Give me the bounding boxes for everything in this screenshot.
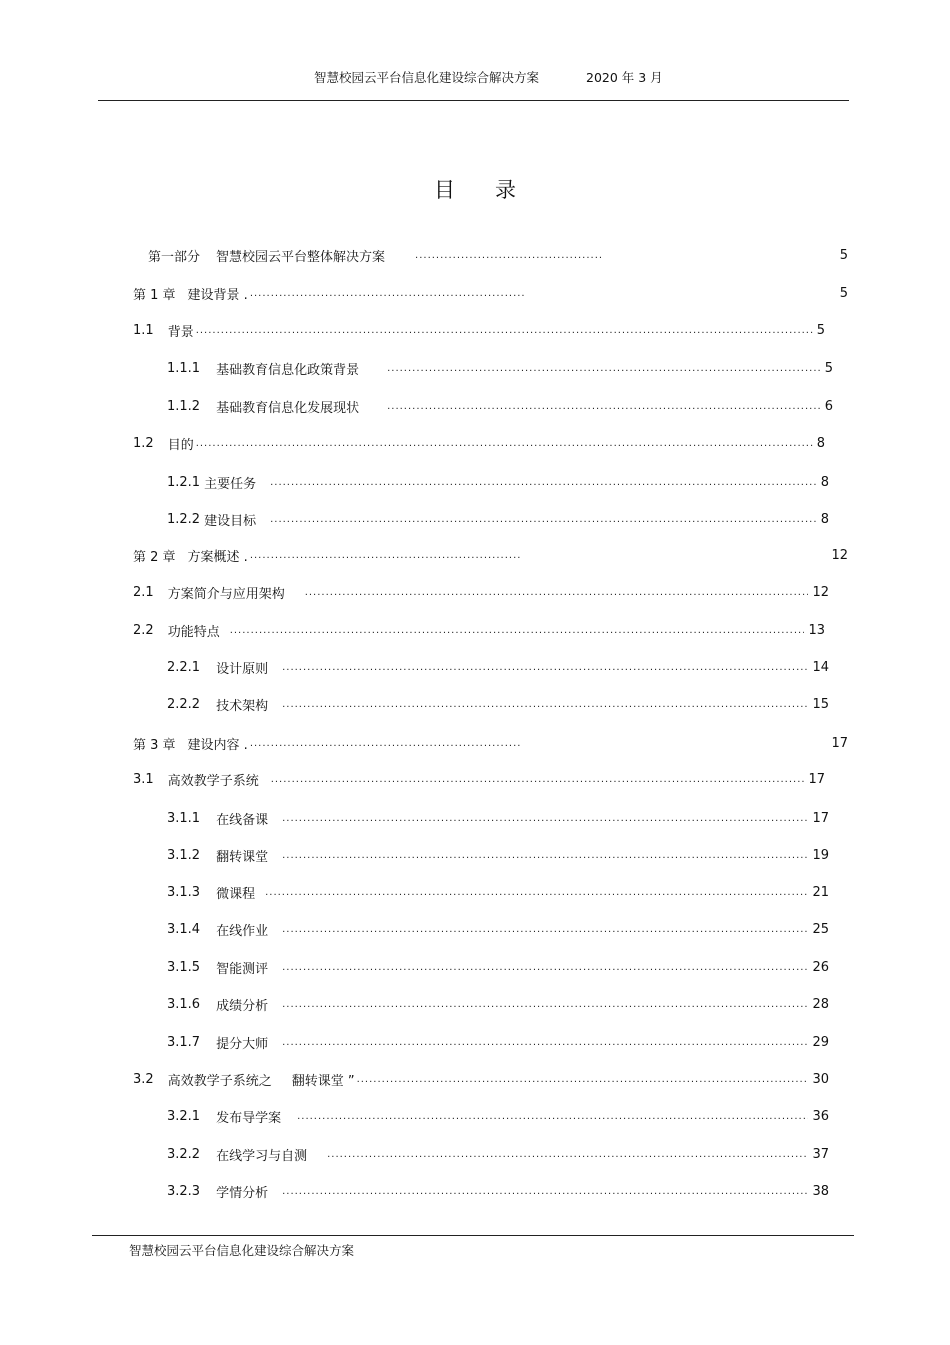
toc-entry-page: 8 <box>816 435 825 451</box>
toc-entry-title: 目的 <box>167 437 194 453</box>
leader-dots <box>415 250 601 261</box>
toc-entry[interactable] <box>133 283 848 303</box>
toc-entry-number: 2.2.1 <box>167 659 201 675</box>
leader-dots <box>282 813 808 824</box>
leader-dots <box>327 1149 808 1160</box>
header-title: 智慧校园云平台信息化建设综合解决方案 <box>314 70 540 85</box>
toc-entry-page: 6 <box>824 398 833 414</box>
leader-dots <box>305 587 809 598</box>
leader-dots <box>282 924 808 935</box>
toc-title: 目录 <box>434 178 556 202</box>
toc-entry-number: 3.1.2 <box>167 847 201 863</box>
toc-entry-page: 5 <box>824 360 833 376</box>
leader-dots <box>282 850 808 861</box>
toc-entry-page: 17 <box>812 810 829 826</box>
leader-dots <box>196 438 813 449</box>
toc-entry[interactable] <box>167 1106 829 1126</box>
toc-entry-title: 主要任务 <box>204 476 257 492</box>
toc-entry-page: 12 <box>812 584 829 600</box>
toc-entry-title-quote: 翻转课堂 ” <box>291 1073 355 1089</box>
toc-entry-title: 在线备课 <box>216 812 269 828</box>
toc-entry[interactable] <box>167 882 829 902</box>
leader-dots <box>387 363 821 374</box>
toc-entry-page: 15 <box>812 696 829 712</box>
leader-dots <box>357 1074 809 1085</box>
toc-entry-title: 微课程 <box>216 886 256 902</box>
toc-entry-number: 3.1.6 <box>167 996 201 1012</box>
toc-entry-title: 建设背景 . <box>187 287 248 303</box>
toc-entry[interactable] <box>167 472 829 492</box>
page-footer <box>92 1235 854 1258</box>
toc-entry-page: 5 <box>839 247 848 263</box>
toc-entry[interactable] <box>167 657 829 677</box>
toc-entry[interactable] <box>133 433 825 453</box>
toc-entry[interactable] <box>167 358 833 378</box>
toc-entry-page: 29 <box>812 1034 829 1050</box>
toc-entry-title: 在线学习与自测 <box>216 1148 308 1164</box>
toc-entry[interactable] <box>133 769 825 789</box>
toc-entry-page: 28 <box>812 996 829 1012</box>
toc-entry-title: 发布导学案 <box>216 1110 282 1126</box>
toc-entry-page: 14 <box>812 659 829 675</box>
leader-dots <box>250 288 526 299</box>
toc-entry[interactable] <box>167 845 829 865</box>
leader-dots <box>282 662 808 673</box>
leader-dots <box>271 774 805 785</box>
leader-dots <box>297 1111 808 1122</box>
toc-entry-title: 设计原则 <box>216 661 269 677</box>
toc-entry-title: 成绩分析 <box>216 998 269 1014</box>
toc-entry-title: 方案简介与应用架构 <box>167 586 285 602</box>
toc-entry-title: 智慧校园云平台整体解决方案 <box>216 249 386 265</box>
toc-entry-number: 3.1.3 <box>167 884 201 900</box>
toc-entry-page: 17 <box>808 771 825 787</box>
toc-entry-number: 第 2 章 <box>133 549 176 565</box>
toc-entry-page: 13 <box>808 622 825 638</box>
leader-dots <box>387 401 821 412</box>
toc-entry-number: 3.1.7 <box>167 1034 201 1050</box>
toc-entry-number: 3.2 <box>133 1071 154 1087</box>
toc-entry-title: 基础教育信息化政策背景 <box>216 362 360 378</box>
toc-entry-page: 21 <box>812 884 829 900</box>
toc-entry-page: 12 <box>831 547 848 563</box>
toc-entry-number: 3.2.2 <box>167 1146 201 1162</box>
toc-entry-page: 5 <box>839 285 848 301</box>
toc-entry-title: 背景 <box>167 324 194 340</box>
toc-entry-number: 3.1.4 <box>167 921 201 937</box>
toc-entry-number: 1.2.1 <box>167 474 201 490</box>
toc-entry[interactable] <box>167 1032 829 1052</box>
toc-entry-title: 建设目标 <box>204 513 257 529</box>
leader-dots <box>282 699 808 710</box>
toc-entry[interactable] <box>167 957 829 977</box>
toc-entry-number: 3.2.1 <box>167 1108 201 1124</box>
toc-entry-title: 智能测评 <box>216 961 269 977</box>
leader-dots <box>250 738 522 749</box>
toc-entry-number: 3.1.5 <box>167 959 201 975</box>
toc-entry-number: 1.2 <box>133 435 154 451</box>
toc-entry-page: 36 <box>812 1108 829 1124</box>
toc-entry-page: 25 <box>812 921 829 937</box>
toc-entry-title: 翻转课堂 <box>216 849 269 865</box>
leader-dots <box>282 999 808 1010</box>
toc-entry-number: 1.2.2 <box>167 511 201 527</box>
header-date: 2020 年 3 月 <box>586 70 663 85</box>
toc-entry-page: 19 <box>812 847 829 863</box>
leader-dots <box>282 962 808 973</box>
toc-entry-title: 技术架构 <box>216 698 269 714</box>
toc-entry[interactable] <box>133 733 848 753</box>
leader-dots <box>282 1037 808 1048</box>
toc-entry-number: 2.2 <box>133 622 154 638</box>
toc-entry-page: 8 <box>820 474 829 490</box>
toc-entry-title: 提分大师 <box>216 1036 269 1052</box>
toc-entry-number: 第 1 章 <box>133 287 176 303</box>
toc-entry-page: 17 <box>831 735 848 751</box>
toc-entry[interactable] <box>133 1069 829 1089</box>
leader-dots <box>282 1186 808 1197</box>
toc-entry-page: 8 <box>820 511 829 527</box>
toc-entry[interactable] <box>148 245 848 265</box>
toc-entry-number: 2.2.2 <box>167 696 201 712</box>
toc-entry-number: 1.1.1 <box>167 360 201 376</box>
toc-entry-title: 功能特点 <box>167 624 220 640</box>
toc-entry-title: 方案概述 . <box>187 549 248 565</box>
toc-entry-page: 37 <box>812 1146 829 1162</box>
toc-entry-page: 5 <box>816 322 825 338</box>
toc-entry-title: 建设内容 . <box>187 737 248 753</box>
toc-entry-number: 1.1.2 <box>167 398 201 414</box>
toc-entry[interactable] <box>133 620 825 640</box>
toc-entry[interactable] <box>167 1181 829 1201</box>
toc-entry[interactable] <box>133 545 848 565</box>
toc-entry-title: 基础教育信息化发展现状 <box>216 400 360 416</box>
toc-entry-title: 高效教学子系统之 <box>167 1073 272 1089</box>
leader-dots <box>270 477 817 488</box>
toc-entry-page: 26 <box>812 959 829 975</box>
toc-entry[interactable] <box>133 582 829 602</box>
toc-entry-number: 第 3 章 <box>133 737 176 753</box>
footer-title: 智慧校园云平台信息化建设综合解决方案 <box>129 1243 355 1258</box>
toc-entry[interactable] <box>167 1144 829 1164</box>
toc-entry-number: 第一部分 <box>148 249 201 265</box>
toc-entry[interactable] <box>167 396 833 416</box>
toc-entry[interactable] <box>133 320 825 340</box>
toc-entry[interactable] <box>167 509 829 529</box>
leader-dots <box>196 325 813 336</box>
leader-dots <box>250 550 522 561</box>
toc-entry-number: 3.2.3 <box>167 1183 201 1199</box>
toc-entry-number: 1.1 <box>133 322 154 338</box>
leader-dots <box>230 625 805 636</box>
toc-entry-page: 38 <box>812 1183 829 1199</box>
toc-entry-number: 3.1 <box>133 771 154 787</box>
toc-entry[interactable] <box>167 919 829 939</box>
toc-entry-number: 2.1 <box>133 584 154 600</box>
toc-entry-title: 学情分析 <box>216 1185 269 1201</box>
toc-entry[interactable] <box>167 808 829 828</box>
toc-entry-title: 在线作业 <box>216 923 269 939</box>
leader-dots <box>265 887 808 898</box>
toc-entry[interactable] <box>167 694 829 714</box>
toc-entry[interactable] <box>167 994 829 1014</box>
leader-dots <box>270 514 817 525</box>
toc-entry-title: 高效教学子系统 <box>167 773 259 789</box>
toc-entry-page: 30 <box>812 1071 829 1087</box>
toc-entry-number: 3.1.1 <box>167 810 201 826</box>
